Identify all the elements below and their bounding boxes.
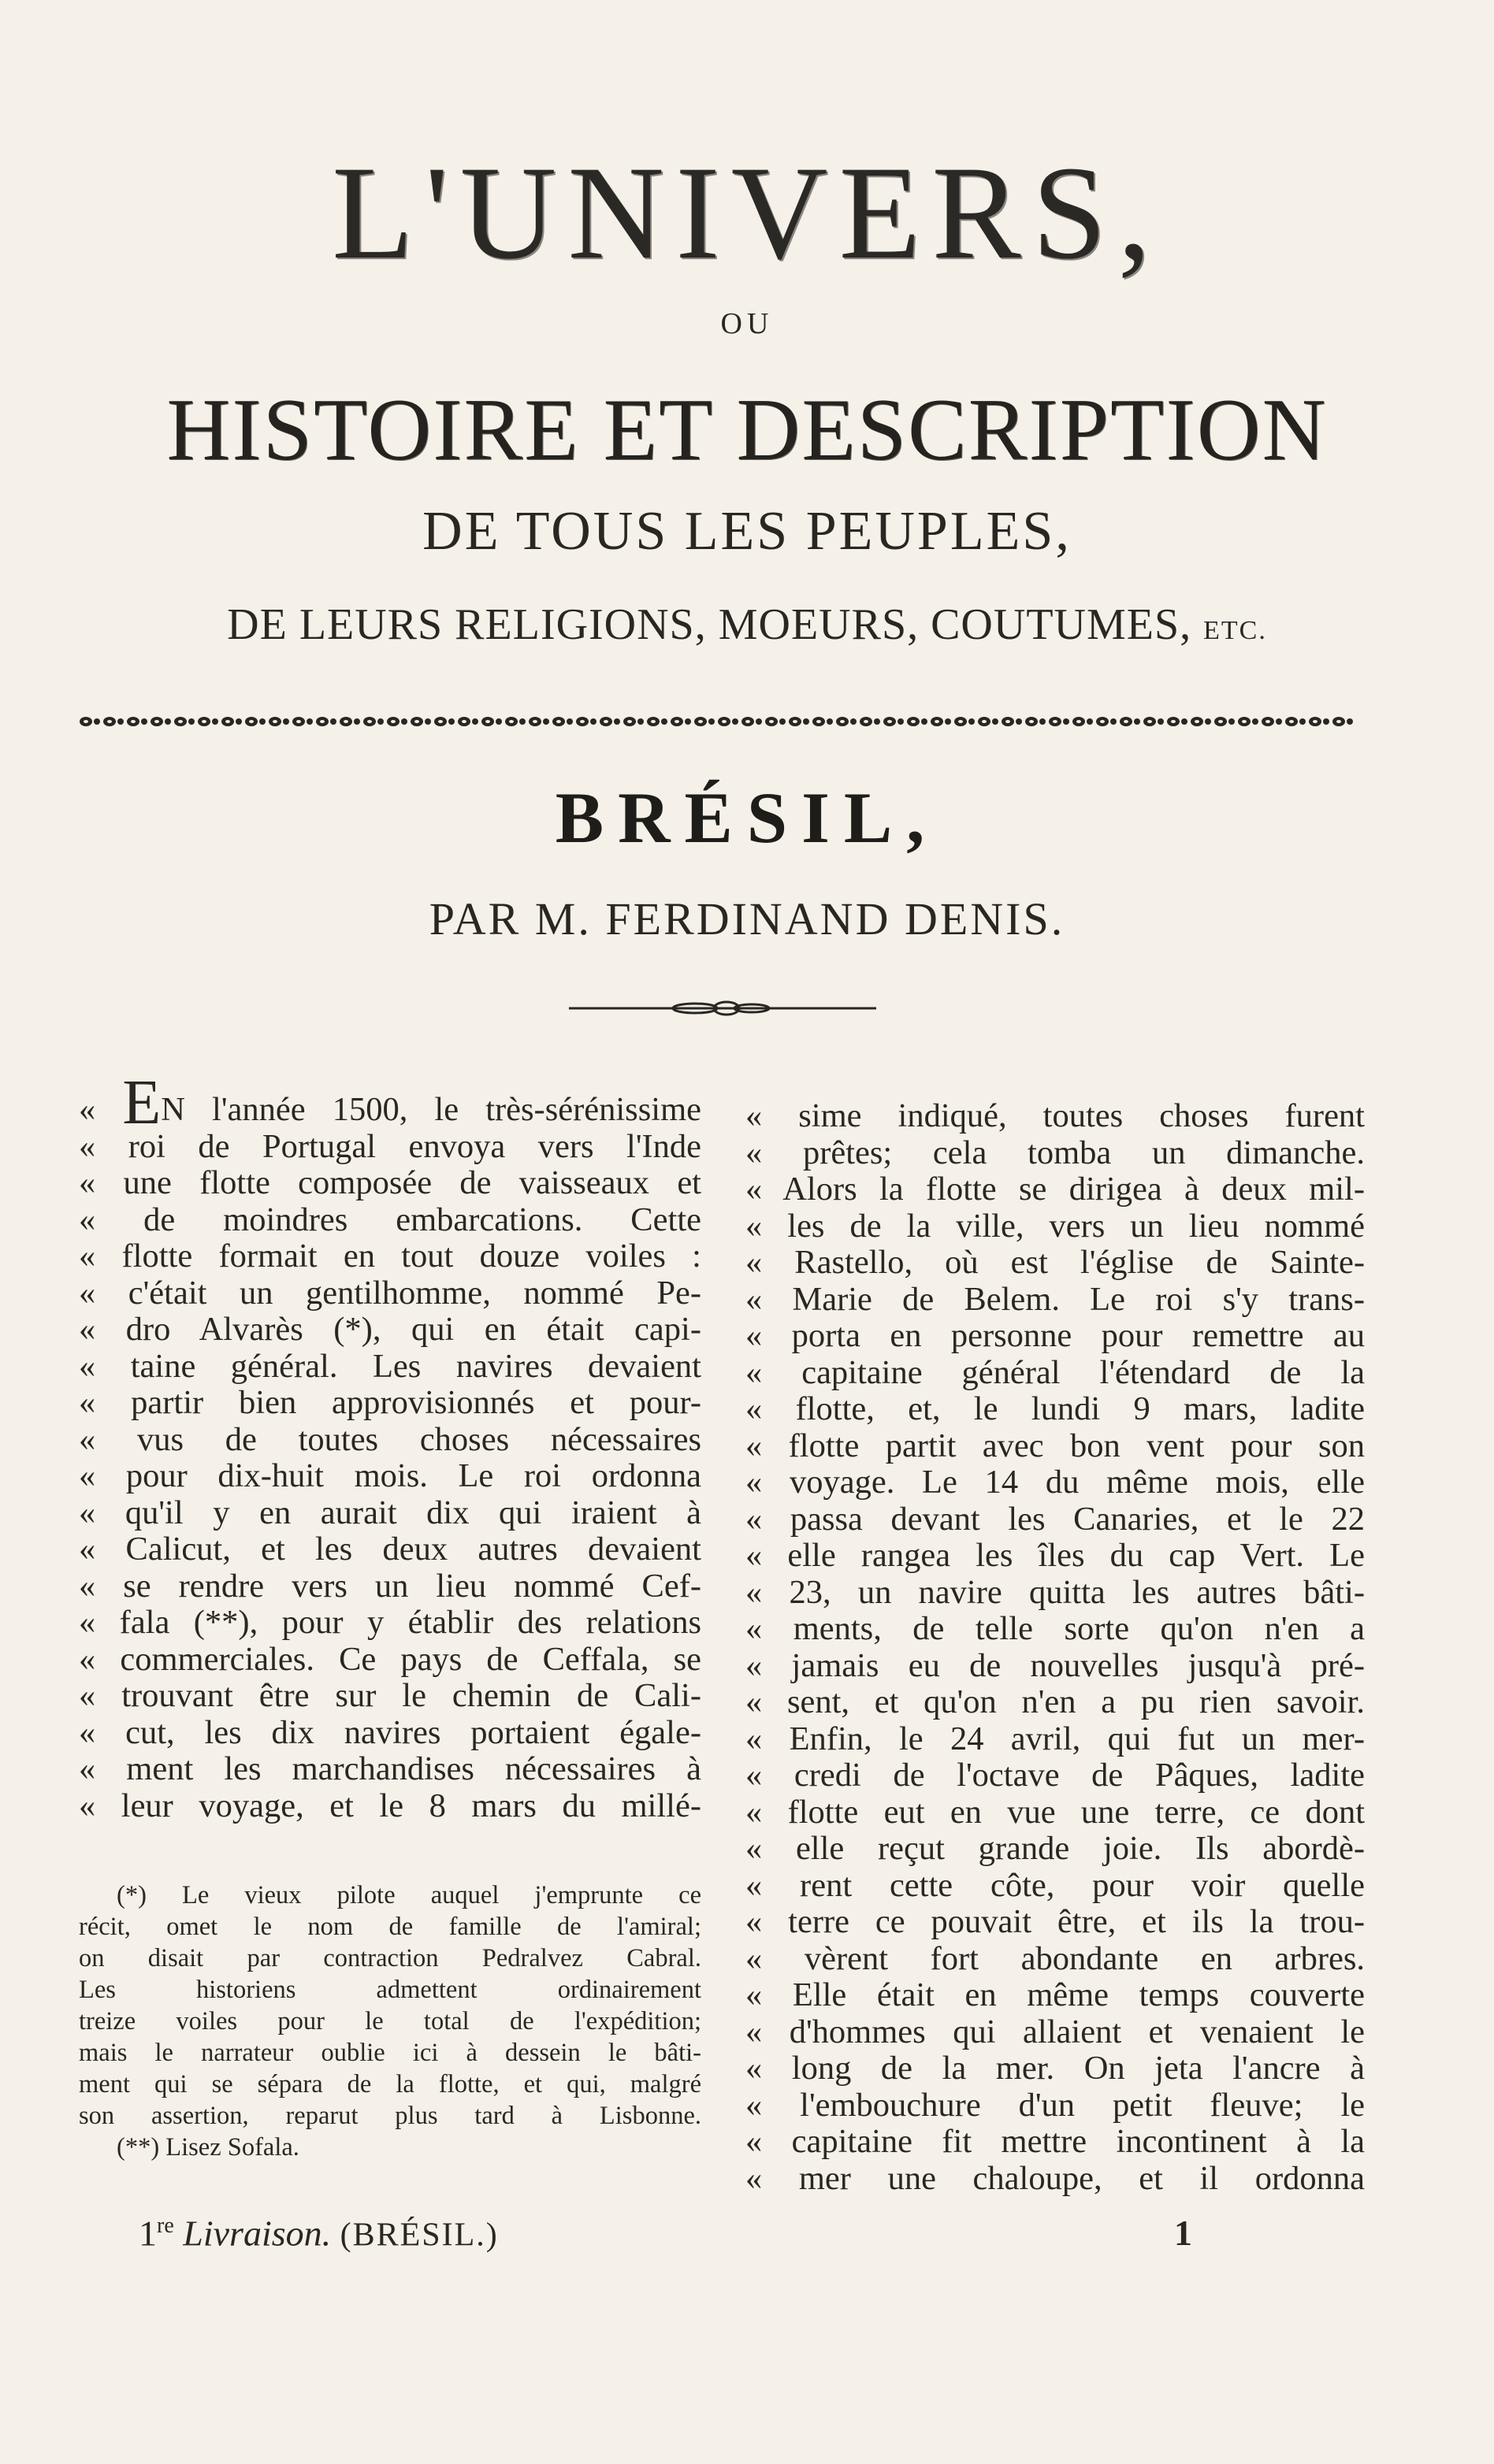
- footnotes: [79, 1880, 701, 2163]
- footnote-line: (*) Le vieux pilote auquel j'emprunte ce: [117, 1881, 701, 1909]
- text-line: « elle reçut grande joie. Ils abordè-: [745, 1830, 1365, 1867]
- text-line: « passa devant les Canaries, et le 22: [745, 1500, 1365, 1538]
- livraison-sup: re: [157, 2214, 174, 2238]
- text-line: « une flotte composée de vaisseaux et: [79, 1164, 701, 1201]
- text-line: « porta en personne pour remettre au: [745, 1317, 1365, 1354]
- title-author: PAR M. FERDINAND DENIS.: [429, 893, 1065, 944]
- text-line: « commerciales. Ce pays de Ceffala, se: [79, 1640, 701, 1678]
- text-line: « jamais eu de nouvelles jusqu'à pré-: [745, 1646, 1365, 1684]
- small-ornament-icon: [569, 999, 876, 1018]
- livraison-paren: (BRÉSIL.): [340, 2217, 499, 2254]
- text-line: « flotte formait en tout douze voiles :: [79, 1238, 701, 1275]
- text-line: « flotte partit avec bon vent pour son: [745, 1427, 1365, 1464]
- text-line: « rent cette côte, pour voir quelle: [745, 1866, 1365, 1904]
- text-line: « Alors la flotte se dirigea à deux mil-: [745, 1171, 1365, 1208]
- text-line: « de moindres embarcations. Cette: [79, 1200, 701, 1238]
- text-line: « Marie de Belem. Le roi s'y trans-: [745, 1280, 1365, 1318]
- text-line: « Enfin, le 24 avril, qui fut un mer-: [745, 1720, 1365, 1757]
- text-line: « vus de toutes choses nécessaires: [79, 1420, 701, 1458]
- footnote-line: ment qui se sépara de la flotte, et qui, malgré: [79, 2070, 701, 2098]
- text-line: « leur voyage, et le 8 mars du millé-: [79, 1787, 701, 1824]
- text-line: « sent, et qu'on n'en a pu rien savoir.: [745, 1683, 1365, 1720]
- left-column: [79, 1068, 701, 1824]
- text-line: « taine général. Les navires devaient: [79, 1347, 701, 1385]
- text-line: « Rastello, où est l'église de Sainte-: [745, 1244, 1365, 1281]
- footnote-line: on disait par contraction Pedralvez Cabral.: [79, 1944, 701, 1972]
- footnote-line: treize voiles pour le total de l'expédition;: [79, 2007, 701, 2035]
- ornamental-rule-icon: [79, 713, 1355, 730]
- title-univers: L'UNIVERS,: [332, 139, 1162, 287]
- title-religions: [0, 600, 1494, 649]
- right-column: [745, 1098, 1365, 2197]
- text-line: « Calicut, et les deux autres devaient: [79, 1531, 701, 1568]
- footnote-line: mais le narrateur oublie ici à dessein le bâti-: [79, 2039, 701, 2067]
- text-line: « terre ce pouvait être, et ils la trou-: [745, 1903, 1365, 1940]
- text-line: « capitaine général l'étendard de la: [745, 1353, 1365, 1391]
- text-line: « c'était un gentilhomme, nommé Pe-: [79, 1274, 701, 1312]
- text-line: « qu'il y en aurait dix qui iraient à: [79, 1494, 701, 1531]
- livraison-word: Livraison.: [183, 2213, 332, 2254]
- text-line: « prêtes; cela tomba un dimanche.: [745, 1134, 1365, 1171]
- text-line: « 23, un navire quitta les autres bâti-: [745, 1573, 1365, 1611]
- text-line: « credi de l'octave de Pâques, ladite: [745, 1757, 1365, 1794]
- first-line: « EN l'année 1500, le très-sérénissime: [79, 1068, 701, 1137]
- text-line: « ment les marchandises nécessaires à: [79, 1750, 701, 1787]
- text-line: « long de la mer. On jeta l'ancre à: [745, 2050, 1365, 2087]
- text-line: « fala (**), pour y établir des relations: [79, 1604, 701, 1641]
- text-line: « capitaine fit mettre incontinent à la: [745, 2123, 1365, 2160]
- dropcap: E: [122, 1068, 162, 1137]
- page-number: 1: [1174, 2213, 1192, 2253]
- text-line: « se rendre vers un lieu nommé Cef-: [79, 1567, 701, 1605]
- first-line-text: N l'année 1500, le très-sérénissime: [161, 1091, 701, 1128]
- text-line: « dro Alvarès (*), qui en était capi-: [79, 1311, 701, 1348]
- text-line: « les de la ville, vers un lieu nommé: [745, 1207, 1365, 1245]
- text-line: « roi de Portugal envoya vers l'Inde: [79, 1127, 701, 1165]
- text-line: « sime indiqué, toutes choses furent: [745, 1097, 1365, 1134]
- title-bresil: BRÉSIL,: [555, 777, 939, 858]
- title-peuples: DE TOUS LES PEUPLES,: [422, 501, 1072, 562]
- footnote-line: Les historiens admettent ordinairement: [79, 1976, 701, 2004]
- footnote-line: son assertion, reparut plus tard à Lisbonne.: [79, 2102, 701, 2130]
- text-line: « d'hommes qui allaient et venaient le: [745, 2013, 1365, 2050]
- religions-text: DE LEURS RELIGIONS, MOEURS, COUTUMES,: [227, 600, 1192, 649]
- footnote-line: récit, omet le nom de famille de l'amiral;: [79, 1913, 701, 1941]
- text-line: « l'embouchure d'un petit fleuve; le: [745, 2086, 1365, 2124]
- text-line: « elle rangea les îles du cap Vert. Le: [745, 1537, 1365, 1574]
- text-line: « flotte eut en vue une terre, ce dont: [745, 1793, 1365, 1831]
- text-line: « mer une chaloupe, et il ordonna: [745, 2159, 1365, 2197]
- text-line: « trouvant être sur le chemin de Cali-: [79, 1677, 701, 1714]
- etc-text: ETC.: [1203, 616, 1267, 645]
- text-line: « vèrent fort abondante en arbres.: [745, 1939, 1365, 1977]
- text-line: « voyage. Le 14 du même mois, elle: [745, 1464, 1365, 1501]
- text-line: « ments, de telle sorte qu'on n'en a: [745, 1610, 1365, 1647]
- footnote-line: (**) Lisez Sofala.: [117, 2133, 299, 2162]
- text-line: « pour dix-huit mois. Le roi ordonna: [79, 1457, 701, 1494]
- text-line: « cut, les dix navires portaient égale-: [79, 1713, 701, 1751]
- livraison-number: 1: [139, 2213, 157, 2254]
- text-line: « flotte, et, le lundi 9 mars, ladite: [745, 1390, 1365, 1427]
- footer-livraison: [139, 2213, 499, 2254]
- title-histoire: HISTOIRE ET DESCRIPTION: [166, 381, 1328, 479]
- text-line: « Elle était en même temps couverte: [745, 1976, 1365, 2013]
- text-line: « partir bien approvisionnés et pour-: [79, 1384, 701, 1421]
- title-ou: OU: [720, 307, 774, 340]
